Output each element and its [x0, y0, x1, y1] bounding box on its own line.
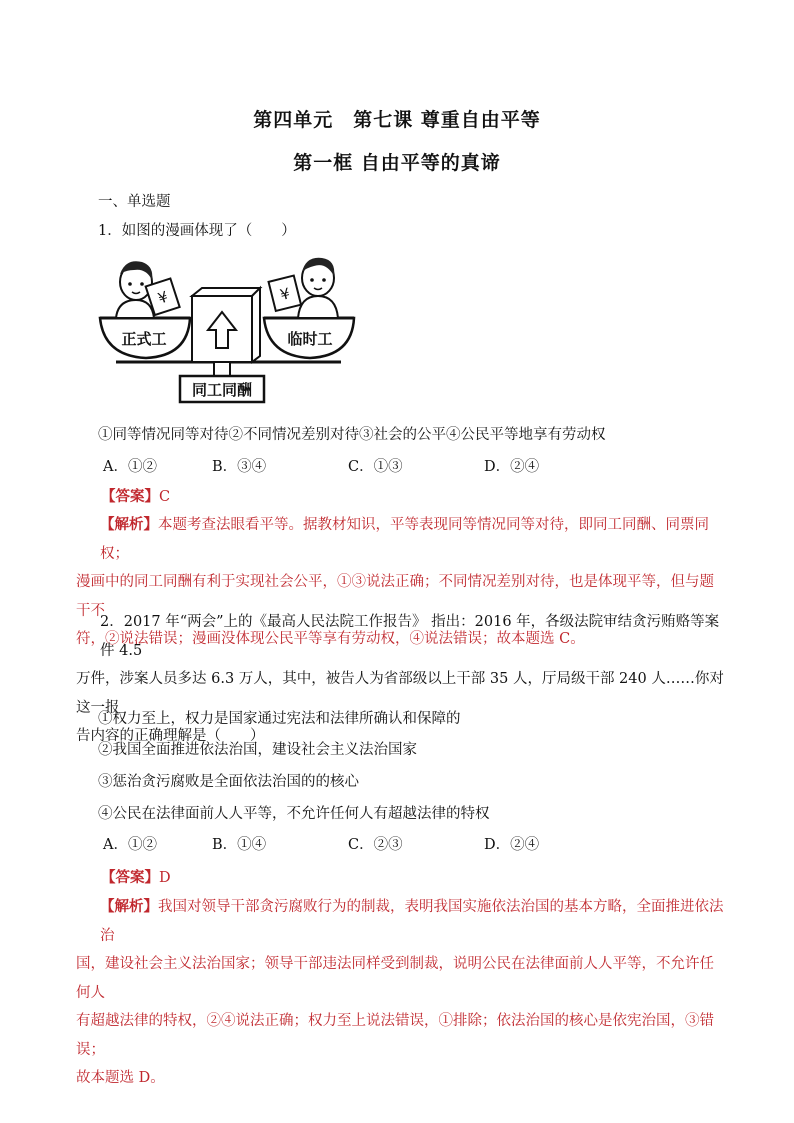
q2-option-b: B．①④	[212, 837, 267, 853]
q1-option-b: B．③④	[212, 459, 267, 475]
right-card-symbol: ¥	[278, 284, 292, 305]
q1-stem: 1．如图的漫画体现了（ ）	[98, 223, 296, 239]
q2-statement-2: ②我国全面推进依法治国，建设社会主义法治国家	[98, 742, 417, 758]
q1-analysis-line-2: 漫画中的同工同酬有利于实现社会公平，①③说法正确；不同情况差别对待，也是体现平等，但与题干不	[76, 574, 714, 619]
q2-analysis-tag: 【解析】	[100, 898, 158, 915]
q2-answer-value: D	[159, 870, 171, 886]
q2-stem-line-1: 2．2017 年“两会”上的《最高人民法院工作报告》 指出：2016 年，各级法院审结贪污贿赂等案件 4.5	[100, 614, 720, 659]
q2-answer	[101, 866, 171, 887]
cartoon-base-label: 同工同酬	[191, 381, 253, 399]
q2-option-d: D．②④	[484, 837, 540, 853]
q1-answer-value: C	[159, 489, 171, 505]
cartoon-equal-pay-illustration	[96, 252, 358, 404]
q2-option-a: A．①②	[103, 837, 157, 853]
q1-statements: ①同等情况同等对待②不同情况差别对待③社会的公平④公民平等地享有劳动权	[98, 427, 606, 443]
q2-stem-line-2: 万件，涉案人员多达 6.3 万人，其中，被告人为省部级以上干部 35 人，厅局级干部 240 人……你对这一报	[76, 671, 724, 716]
q2-stem	[76, 608, 724, 751]
q2-analysis-line-4: 故本题选 D。	[76, 1070, 165, 1086]
left-card-symbol: ¥	[155, 287, 171, 308]
section-heading: 一、单选题	[98, 194, 171, 210]
q1-option-a: A．①②	[103, 459, 157, 475]
q2-statement-3: ③惩治贪污腐败是全面依法治国的的核心	[98, 774, 359, 790]
q2-analysis-line-2: 国，建设社会主义法治国家；领导干部违法同样受到制裁，说明公民在法律面前人人平等，不允许任何人	[76, 956, 714, 1001]
cartoon-right-label: 临时工	[287, 330, 333, 348]
q1-option-c: C．①③	[348, 459, 403, 475]
q2-stem-line-3: 告内容的正确理解是（ ）	[76, 728, 265, 744]
q2-option-c: C．②③	[348, 837, 403, 853]
q2-statement-1: ①权力至上，权力是国家通过宪法和法律所确认和保障的	[98, 711, 461, 727]
cartoon-left-label: 正式工	[121, 330, 167, 348]
unit-title: 第四单元 第七课 尊重自由平等	[253, 109, 541, 131]
q2-analysis-line-3: 有超越法律的特权，②④说法正确；权力至上说法错误，①排除；依法治国的核心是依宪治国，③错误；	[76, 1013, 714, 1058]
q2-analysis	[76, 893, 724, 1093]
q1-analysis-line-3: 符，②说法错误；漫画没体现公民平等享有劳动权，④说法错误；故本题选 C。	[76, 631, 585, 647]
q2-answer-tag: 【答案】	[101, 869, 159, 886]
q1-analysis-tag: 【解析】	[100, 516, 158, 533]
q2-analysis-line-1: 我国对领导干部贪污腐败行为的制裁，表明我国实施依法治国的基本方略，全面推进依法治	[100, 899, 724, 944]
q2-statement-4: ④公民在法律面前人人平等，不允许任何人有超越法律的特权	[98, 806, 490, 822]
q1-analysis-line-1: 本题考查法眼看平等。据教材知识，平等表现同等情况同等对待，即同工同酬、同票同权；	[100, 517, 709, 562]
q1-answer-tag: 【答案】	[101, 488, 159, 505]
q1-option-d: D．②④	[484, 459, 540, 475]
right-worker-figure	[298, 258, 338, 318]
lesson-subtitle: 第一框 自由平等的真谛	[293, 152, 501, 174]
q1-answer	[101, 485, 170, 506]
